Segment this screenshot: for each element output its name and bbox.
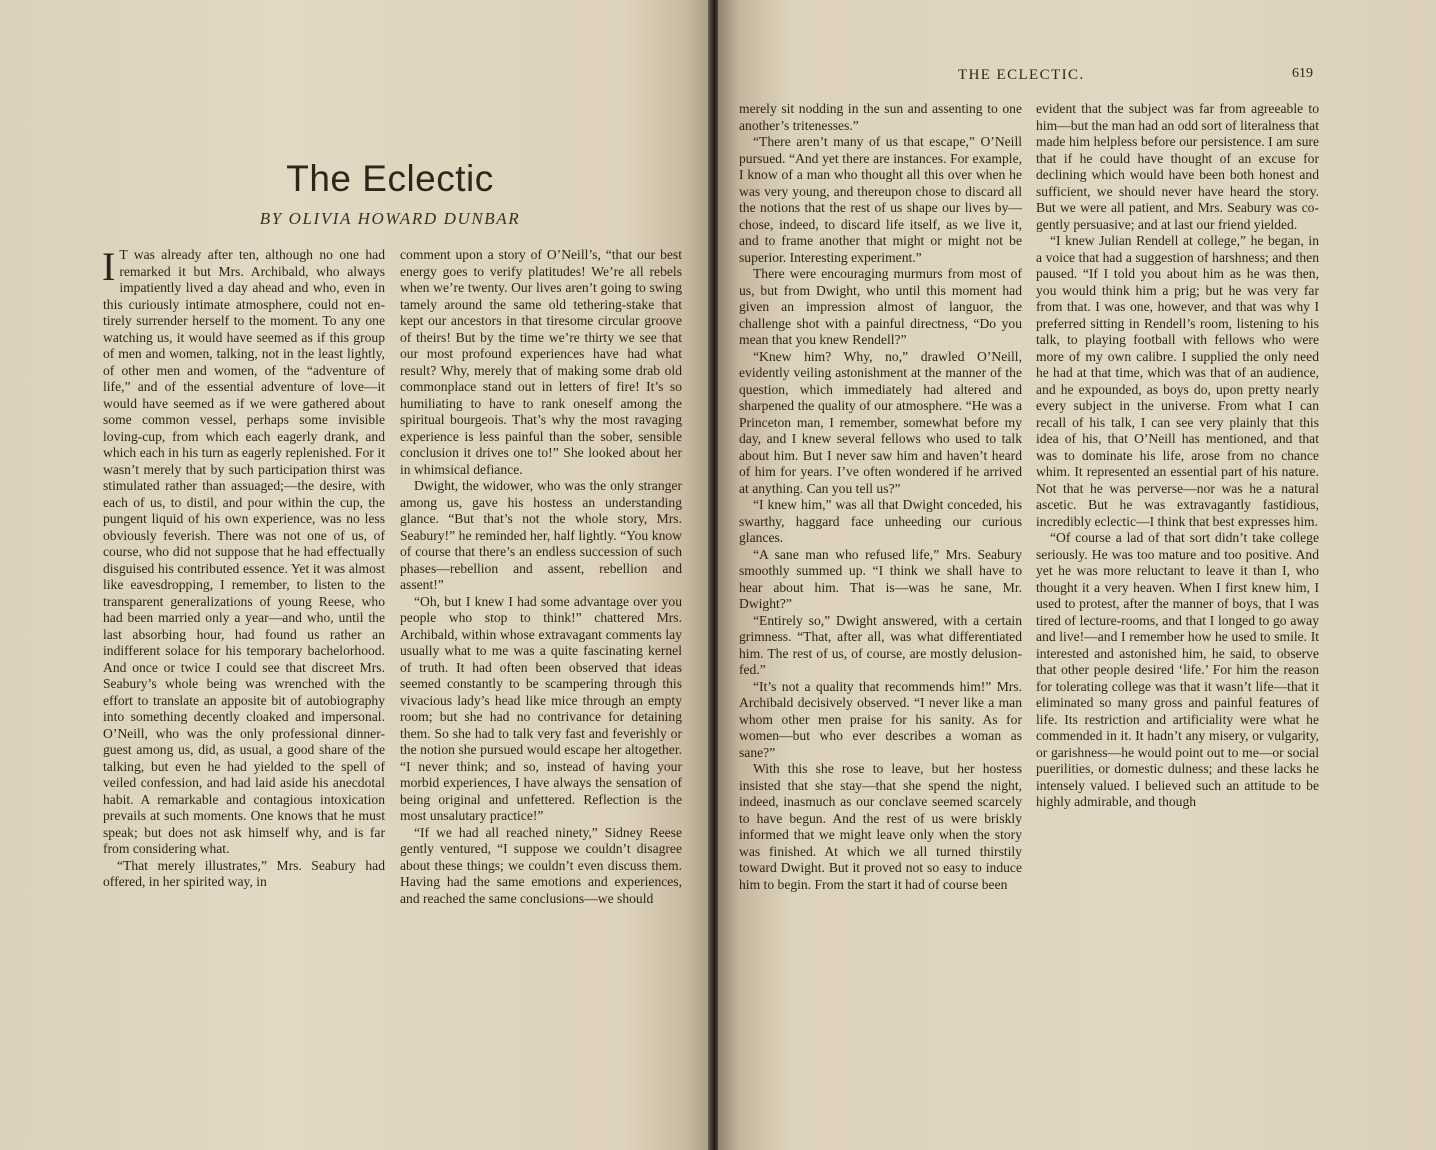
text-column-1 <box>102 244 385 891</box>
paragraph: “Of course a lad of that sort didn’t take college seriously. He was too mature and too positive. And yet he was more reluctant to leave it than I, who thought it a very heaven. When I first knew him, I used to protest, after the manner of boys, that I was tired of lecture-rooms, and that I longed to go away and live!—and I remember how he used to smile. It interested and astonished him, he said, to observe that other people desired ‘life.’ For him the reason for tolerating college was that it wasn’t life—that it eliminated so many gross and painful features of life. Its restriction and artificiality were what he commended in it. It hadn’t any misery, or vulgarity, or garishness—he would point out to me—or social puerilities, or domestic dulness; and these lacks he intensely valued. I believed such an attitude to be highly admirable, and though <box>1036 530 1319 809</box>
text-column-2 <box>400 247 682 907</box>
paragraph: comment upon a story of O’Neill’s, “that our best energy goes to verify platitudes! We’re all rebels when we’re twenty. Our lives aren’t going to swing tamely around the same old tethering-stake that kept our ancestors in that tiresome circular groove of theirs! But by the time we’re thirty we see that our most profound experiences have had what result? Why, merely that of making some drab old commonplace stand out in letters of fire! It’s so humiliating to have to rank oneself among the spiritual bourgeois. That’s why the most ravaging experience is less painful than the sober, sensible conclusion it drives one to!” She looked about her in whimsical defiance. <box>400 247 682 477</box>
text-column-4 <box>1036 101 1319 811</box>
left-page <box>0 0 712 1150</box>
paragraph: “If we had all reached ninety,” Sidney Reese gently ventured, “I suppose we couldn’t disagree about these things; we couldn’t even discuss them. Having had the same emotions and experiences, and reached the same conclusions—we should <box>400 824 682 906</box>
paragraph: merely sit nodding in the sun and assenting to one another’s tritenesses.” <box>739 101 1022 133</box>
article-byline: BY OLIVIA HOWARD DUNBAR <box>259 209 521 228</box>
paragraph: “It’s not a quality that recommends him!” Mrs. Archibald decisively observed. “I never like a man whom other men praise for his sanity. As for women—but who ever describes a woman as sane?” <box>739 678 1022 760</box>
drop-cap: I <box>102 244 116 289</box>
paragraph-text: T was already after ten, although no one had remarked it but Mrs. Archibald, who always impatiently lived a day ahead and who, even in this curiously intimate atmosphere, could not entirely surrender herself to the moment. To any one watching us, it would have seemed as if this group of men and women, talking, not in the least lightly, of other men and women, of the “adventure of life,” and of the essential adventure of love—it would have seemed as if we were gathered about some common vessel, perhaps some invisible loving-cup, from which each eagerly drank, and which each in his turn as eagerly replenished. For it wasn’t merely that by such participation thirst was stimulated rather than assuaged;—the desire, with each of us, to distil, and pour within the cup, the pungent liquid of his own experience, was no less obviously feverish. There was not one of us, of course, who did not suppose that he had effectually disguised his contributed essence. Yet it was almost like eavesdropping, I remember, to listen to the transparent generalizations of young Reese, who had been married only a year—and who, until the last absorbing hour, had found us rather an indifferent solace for his temporary bachelorhood. And once or twice I could see that discreet Mrs. Seabury’s whole being was wrenched with the effort to translate an apposite bit of autobiography into something decently cloaked and impersonal. O’Neill, who was the only professional dinner-guest among us, did, as usual, a good share of the talking, but even he had yielded to the spell of veiled confession, and had laid aside his anecdotal habit. A remarkable and contagious intoxication prevails at such moments. One knows that he must speak; but does not ask himself why, and is far from considering what. <box>103 247 385 856</box>
paragraph: “A sane man who refused life,” Mrs. Seabury smoothly summed up. “I think we shall have to hear about him. That is—was he sane, Mr. Dwight?” <box>739 546 1022 611</box>
paragraph: With this she rose to leave, but her hostess insisted that she stay—that she spend the night, indeed, inasmuch as our conclave seemed scarcely to have begun. And the rest of us were briskly informed that we might leave only when the story was finished. At which we all turned thirstily toward Dwight. But it proved not so easy to induce him to begin. From the start it had of course been <box>739 761 1022 892</box>
page-number: 619 <box>1292 66 1313 81</box>
paragraph: “Oh, but I knew I had some advantage over you people who stop to think!” chattered Mrs. Archibald, within whose extravagant comments lay usually what to me was a quite fascinating kernel of truth. It had often been observed that ideas seemed constantly to be scampering through this vivacious lady’s head like mice through an empty room; but she had no contrivance for detaining them. So she had to talk very fast and feverishly or the notion she pursued would escape her altogether. “I never think; and so, instead of having your morbid experiences, I have always the sensation of being original and unfettered. Reflection is the most unsalutary practice!” <box>400 593 682 823</box>
paragraph: Dwight, the widower, who was the only stranger among us, gave his hostess an understanding glance. “But that’s not the whole story, Mrs. Seabury!” he reminded her, half lightly. “You know of course that there’s an endless succession of such phases—rebellion and assent, rebellion and assent!” <box>400 478 682 592</box>
paragraph: “I knew him,” was all that Dwight conceded, his swarthy, haggard face unheeding our curious glances. <box>739 497 1022 545</box>
paragraph: There were encouraging murmurs from most of us, but from Dwight, who until this moment had given an impression almost of languor, the challenge shot with a painful directness, “Do you mean that you knew Rendell?” <box>739 266 1022 347</box>
text-column-3 <box>739 101 1022 893</box>
paragraph: “There aren’t many of us that escape,” O’Neill pursued. “And yet there are instances. For example, I know of a man who thought all this over when he was very young, and thereupon chose to discard all the notions that the rest of us shape our lives by—chose, indeed, to discard life itself, as we live it, and to frame another that might or might not be superior. Interesting experiment.” <box>739 134 1022 265</box>
running-head: THE ECLECTIC. <box>958 67 1085 83</box>
paragraph <box>102 244 385 858</box>
paragraph: evident that the subject was far from agreeable to him—but the man had an odd sort of literalness that made him helpless before our persistence. I am sure that if he could have thought of an excuse for declining which would have been both honest and sufficient, we should never have heard the story. But we were all patient, and Mrs. Seabury was cogently persuasive; and at last our friend yielded. <box>1036 101 1319 232</box>
paragraph: “That merely illustrates,” Mrs. Seabury had offered, in her spirited way, in <box>103 857 385 889</box>
article-title: The Eclectic <box>286 158 494 199</box>
paragraph: “Knew him? Why, no,” drawled O’Neill, evidently veiling astonishment at the manner of the question, which immediately had altered and sharpened the quality of our atmosphere. “He was a Princeton man, I remember, somewhat before my day, and I knew several fellows who used to talk about him. But I never saw him and haven’t heard of him for years. I’ve often wondered if he arrived at anything. Can you tell us?” <box>739 348 1022 496</box>
paragraph: “Entirely so,” Dwight answered, with a certain grimness. “That, after all, was what differentiated him. The rest of us, of course, are mostly delusion-fed.” <box>739 612 1022 677</box>
paragraph: “I knew Julian Rendell at college,” he began, in a voice that had a suggestion of harshness; and then paused. “If I told you about him as he was then, you would think him a prig; but he was very far from that. I was one, however, and that was why I preferred sitting in Rendell’s room, listening to his talk, to playing football with fellows who were more of my own calibre. I supplied the only need he had at that time, which was that of an audience, and he expounded, as boys do, upon pretty nearly every subject in the universe. From what I can recall of his talk, I can see very plainly that this idea of his, that O’Neill has mentioned, and that was to dominate his life, arose from no chance whim. It represented an essential part of his nature. Not that he was perverse—nor was he a natural ascetic. But he was extravagantly fastidious, incredibly eclectic—I think that best expresses him. <box>1036 233 1319 529</box>
